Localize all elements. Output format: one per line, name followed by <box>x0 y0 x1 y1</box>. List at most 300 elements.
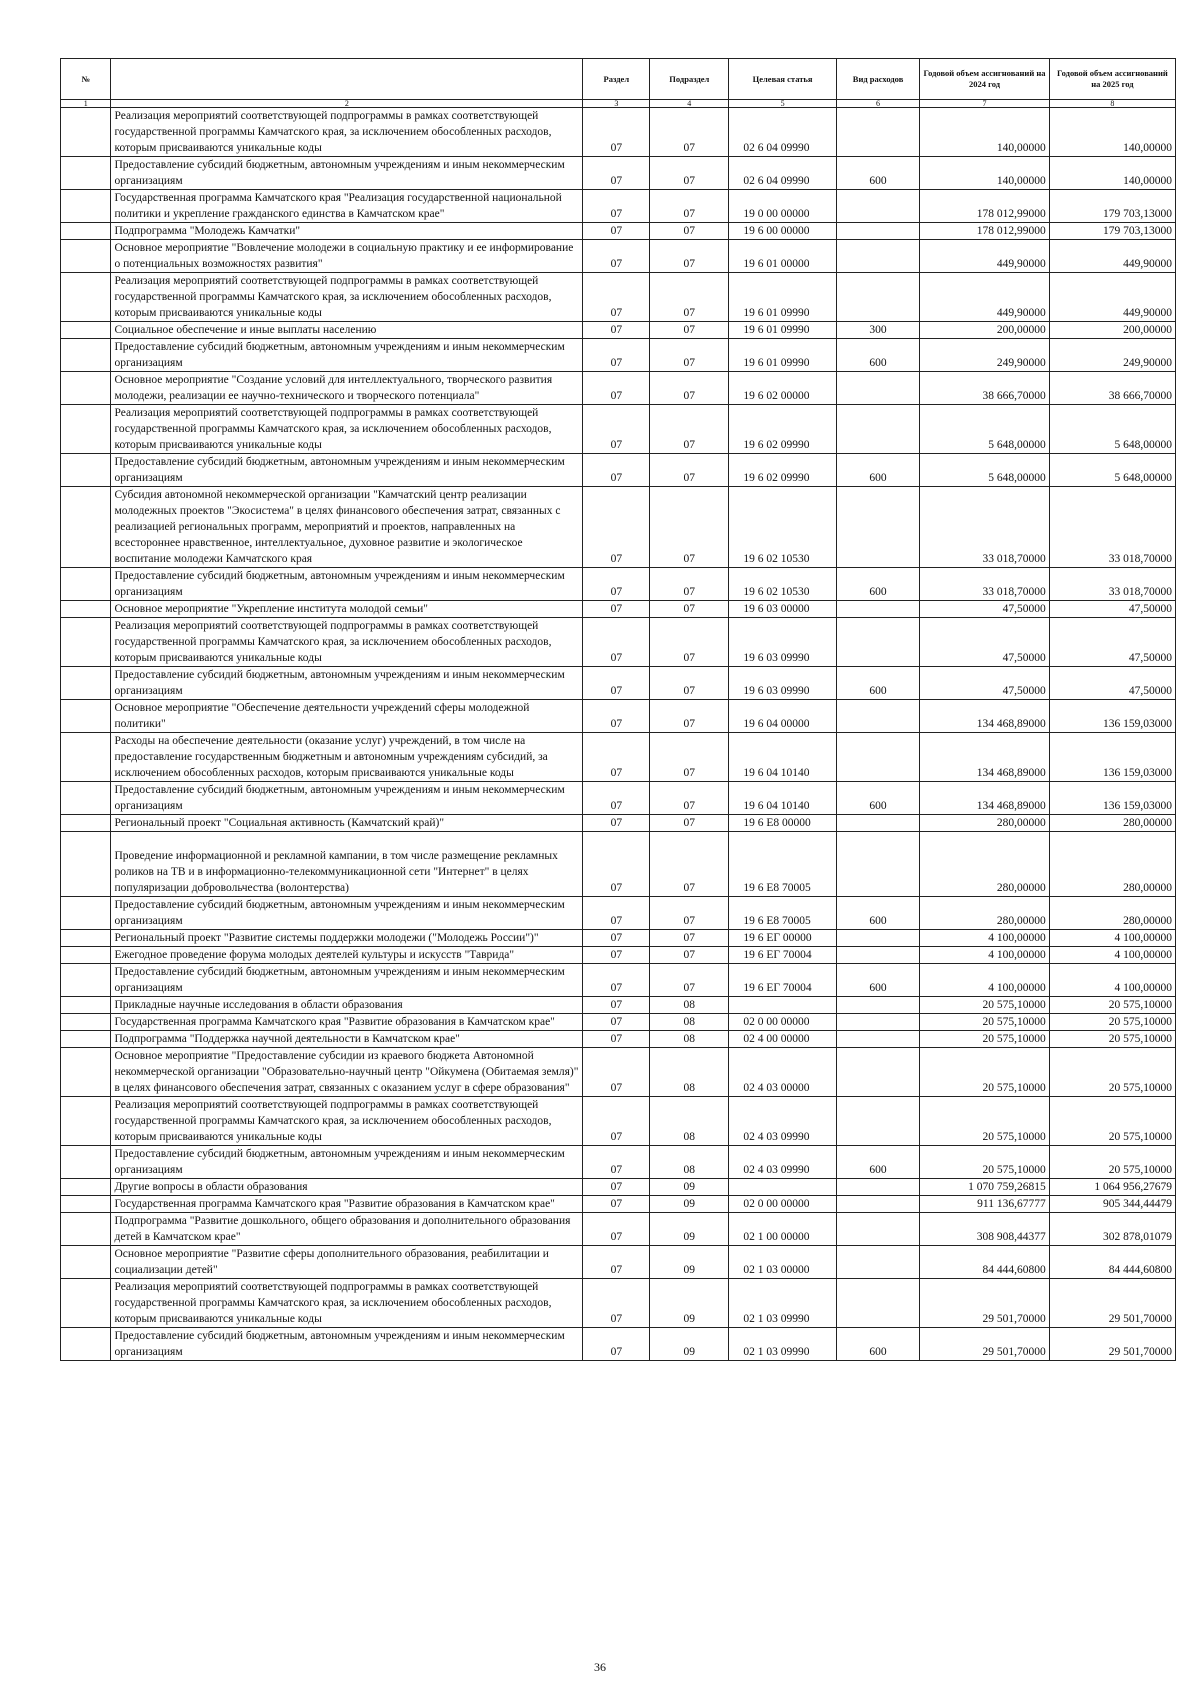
header-year-2024: Годовой объем ассигнований на 2024 год <box>920 59 1049 100</box>
row-number-cell <box>61 372 111 405</box>
amount-2024-cell: 134 468,89000 <box>920 782 1049 815</box>
subsection-code-cell: 07 <box>650 700 729 733</box>
target-article-cell: 19 6 03 09990 <box>729 618 837 667</box>
subsection-code-cell: 09 <box>650 1179 729 1196</box>
target-article-cell: 19 6 02 00000 <box>729 372 837 405</box>
subsection-code-cell: 07 <box>650 339 729 372</box>
header-subsection: Подраздел <box>650 59 729 100</box>
amount-2025-cell: 5 648,00000 <box>1049 454 1175 487</box>
target-article-cell: 02 4 03 09990 <box>729 1097 837 1146</box>
subsection-code-cell: 07 <box>650 947 729 964</box>
table-row <box>61 618 1176 667</box>
amount-2025-cell: 47,50000 <box>1049 601 1175 618</box>
column-index: 3 <box>583 100 650 108</box>
amount-2025-cell: 84 444,60800 <box>1049 1246 1175 1279</box>
row-number-cell <box>61 1246 111 1279</box>
column-index: 5 <box>729 100 837 108</box>
expense-kind-cell <box>836 1014 919 1031</box>
table-row <box>61 997 1176 1014</box>
subsection-code-cell: 07 <box>650 108 729 157</box>
target-article-cell: 19 6 01 09990 <box>729 273 837 322</box>
amount-2025-cell: 905 344,44479 <box>1049 1196 1175 1213</box>
expense-kind-cell: 600 <box>836 339 919 372</box>
amount-2024-cell: 249,90000 <box>920 339 1049 372</box>
section-code-cell: 07 <box>583 601 650 618</box>
row-number-cell <box>61 405 111 454</box>
section-code-cell: 07 <box>583 322 650 339</box>
expense-kind-cell <box>836 930 919 947</box>
row-number-cell <box>61 815 111 832</box>
amount-2024-cell: 5 648,00000 <box>920 405 1049 454</box>
amount-2024-cell: 20 575,10000 <box>920 1031 1049 1048</box>
amount-2025-cell: 449,90000 <box>1049 240 1175 273</box>
item-name-cell: Реализация мероприятий соответствующей подпрограммы в рамках соответствующей государственной программы Камчатского края, за исключением обособленных расходов, которым присваиваются уникальные коды <box>111 1279 583 1328</box>
header-name <box>111 59 583 100</box>
amount-2025-cell: 29 501,70000 <box>1049 1328 1175 1361</box>
target-article-cell: 19 6 04 10140 <box>729 782 837 815</box>
subsection-code-cell: 07 <box>650 454 729 487</box>
section-code-cell: 07 <box>583 1328 650 1361</box>
amount-2024-cell: 200,00000 <box>920 322 1049 339</box>
section-code-cell: 07 <box>583 273 650 322</box>
amount-2025-cell: 29 501,70000 <box>1049 1279 1175 1328</box>
amount-2025-cell: 249,90000 <box>1049 339 1175 372</box>
item-name-cell: Региональный проект "Социальная активность (Камчатский край)" <box>111 815 583 832</box>
table-row <box>61 930 1176 947</box>
header-target-article: Целевая статья <box>729 59 837 100</box>
amount-2024-cell: 20 575,10000 <box>920 1146 1049 1179</box>
budget-table-page <box>60 58 1176 1361</box>
expense-kind-cell <box>836 733 919 782</box>
amount-2024-cell: 29 501,70000 <box>920 1328 1049 1361</box>
table-row <box>61 273 1176 322</box>
subsection-code-cell: 09 <box>650 1213 729 1246</box>
expense-kind-cell <box>836 108 919 157</box>
section-code-cell: 07 <box>583 1213 650 1246</box>
amount-2024-cell: 449,90000 <box>920 240 1049 273</box>
amount-2024-cell: 134 468,89000 <box>920 700 1049 733</box>
expense-kind-cell <box>836 1196 919 1213</box>
row-number-cell <box>61 832 111 897</box>
amount-2025-cell: 38 666,70000 <box>1049 372 1175 405</box>
subsection-code-cell: 07 <box>650 240 729 273</box>
column-index: 1 <box>61 100 111 108</box>
section-code-cell: 07 <box>583 618 650 667</box>
target-article-cell: 19 6 02 09990 <box>729 454 837 487</box>
item-name-cell: Основное мероприятие "Создание условий для интеллектуального, творческого развития молодежи, реализации ее научно-технического и творческого потенциала" <box>111 372 583 405</box>
amount-2024-cell: 308 908,44377 <box>920 1213 1049 1246</box>
target-article-cell: 19 6 04 00000 <box>729 700 837 733</box>
row-number-cell <box>61 568 111 601</box>
amount-2025-cell: 47,50000 <box>1049 618 1175 667</box>
header-section: Раздел <box>583 59 650 100</box>
section-code-cell: 07 <box>583 815 650 832</box>
item-name-cell: Подпрограмма "Молодежь Камчатки" <box>111 223 583 240</box>
row-number-cell <box>61 930 111 947</box>
section-code-cell: 07 <box>583 782 650 815</box>
table-row <box>61 1146 1176 1179</box>
item-name-cell: Предоставление субсидий бюджетным, автономным учреждениям и иным некоммерческим организациям <box>111 667 583 700</box>
item-name-cell: Реализация мероприятий соответствующей подпрограммы в рамках соответствующей государственной программы Камчатского края, за исключением обособленных расходов, которым присваиваются уникальные коды <box>111 108 583 157</box>
row-number-cell <box>61 1179 111 1196</box>
amount-2025-cell: 5 648,00000 <box>1049 405 1175 454</box>
row-number-cell <box>61 1279 111 1328</box>
table-row <box>61 223 1176 240</box>
amount-2025-cell: 179 703,13000 <box>1049 190 1175 223</box>
amount-2024-cell: 20 575,10000 <box>920 1014 1049 1031</box>
table-body <box>61 108 1176 1361</box>
subsection-code-cell: 07 <box>650 930 729 947</box>
table-row <box>61 782 1176 815</box>
expense-kind-cell <box>836 1097 919 1146</box>
column-index: 7 <box>920 100 1049 108</box>
expense-kind-cell <box>836 618 919 667</box>
amount-2024-cell: 4 100,00000 <box>920 930 1049 947</box>
amount-2024-cell: 911 136,67777 <box>920 1196 1049 1213</box>
column-index: 4 <box>650 100 729 108</box>
amount-2025-cell: 302 878,01079 <box>1049 1213 1175 1246</box>
target-article-cell: 19 6 03 00000 <box>729 601 837 618</box>
target-article-cell: 02 1 03 09990 <box>729 1279 837 1328</box>
expense-kind-cell: 600 <box>836 667 919 700</box>
table-row <box>61 1328 1176 1361</box>
target-article-cell: 19 6 02 10530 <box>729 487 837 568</box>
target-article-cell: 19 6 E8 00000 <box>729 815 837 832</box>
expense-kind-cell <box>836 273 919 322</box>
amount-2024-cell: 33 018,70000 <box>920 568 1049 601</box>
section-code-cell: 07 <box>583 108 650 157</box>
row-number-cell <box>61 618 111 667</box>
target-article-cell: 02 1 03 00000 <box>729 1246 837 1279</box>
row-number-cell <box>61 897 111 930</box>
row-number-cell <box>61 997 111 1014</box>
subsection-code-cell: 07 <box>650 568 729 601</box>
item-name-cell: Государственная программа Камчатского края "Реализация государственной национальной политики и укрепление гражданского единства в Камчатском крае" <box>111 190 583 223</box>
amount-2024-cell: 20 575,10000 <box>920 1097 1049 1146</box>
table-row <box>61 322 1176 339</box>
subsection-code-cell: 07 <box>650 405 729 454</box>
section-code-cell: 07 <box>583 568 650 601</box>
section-code-cell: 07 <box>583 1146 650 1179</box>
amount-2025-cell: 200,00000 <box>1049 322 1175 339</box>
amount-2025-cell: 4 100,00000 <box>1049 964 1175 997</box>
amount-2024-cell: 4 100,00000 <box>920 964 1049 997</box>
section-code-cell: 07 <box>583 1014 650 1031</box>
item-name-cell: Подпрограмма "Развитие дошкольного, общего образования и дополнительного образования детей в Камчатском крае" <box>111 1213 583 1246</box>
target-article-cell: 19 6 EГ 70004 <box>729 947 837 964</box>
section-code-cell: 07 <box>583 964 650 997</box>
expense-kind-cell <box>836 832 919 897</box>
row-number-cell <box>61 487 111 568</box>
amount-2025-cell: 47,50000 <box>1049 667 1175 700</box>
row-number-cell <box>61 1048 111 1097</box>
target-article-cell: 02 6 04 09990 <box>729 108 837 157</box>
subsection-code-cell: 09 <box>650 1279 729 1328</box>
amount-2024-cell: 178 012,99000 <box>920 190 1049 223</box>
section-code-cell: 07 <box>583 240 650 273</box>
subsection-code-cell: 08 <box>650 1031 729 1048</box>
target-article-cell: 02 6 04 09990 <box>729 157 837 190</box>
item-name-cell: Основное мероприятие "Предоставление субсидии из краевого бюджета Автономной некоммерческой организации "Образовательно-научный центр "Ойкумена (Обитаемая земля)" в целях финансового обеспечения затрат, связанных с оказанием услуг в сфере образования" <box>111 1048 583 1097</box>
section-code-cell: 07 <box>583 223 650 240</box>
expense-kind-cell <box>836 1213 919 1246</box>
amount-2025-cell: 1 064 956,27679 <box>1049 1179 1175 1196</box>
amount-2025-cell: 33 018,70000 <box>1049 568 1175 601</box>
item-name-cell: Другие вопросы в области образования <box>111 1179 583 1196</box>
header-number: № <box>61 59 111 100</box>
amount-2025-cell: 33 018,70000 <box>1049 487 1175 568</box>
item-name-cell: Предоставление субсидий бюджетным, автономным учреждениям и иным некоммерческим организациям <box>111 897 583 930</box>
row-number-cell <box>61 190 111 223</box>
row-number-cell <box>61 782 111 815</box>
amount-2025-cell: 140,00000 <box>1049 157 1175 190</box>
table-row <box>61 568 1176 601</box>
item-name-cell: Социальное обеспечение и иные выплаты населению <box>111 322 583 339</box>
target-article-cell: 02 1 03 09990 <box>729 1328 837 1361</box>
amount-2024-cell: 280,00000 <box>920 897 1049 930</box>
subsection-code-cell: 07 <box>650 372 729 405</box>
subsection-code-cell: 08 <box>650 1146 729 1179</box>
section-code-cell: 07 <box>583 1196 650 1213</box>
subsection-code-cell: 07 <box>650 487 729 568</box>
table-row <box>61 1179 1176 1196</box>
row-number-cell <box>61 947 111 964</box>
expense-kind-cell: 600 <box>836 1328 919 1361</box>
row-number-cell <box>61 964 111 997</box>
target-article-cell: 02 4 03 00000 <box>729 1048 837 1097</box>
amount-2025-cell: 280,00000 <box>1049 897 1175 930</box>
section-code-cell: 07 <box>583 897 650 930</box>
target-article-cell: 19 6 02 10530 <box>729 568 837 601</box>
item-name-cell: Реализация мероприятий соответствующей подпрограммы в рамках соответствующей государственной программы Камчатского края, за исключением обособленных расходов, которым присваиваются уникальные коды <box>111 273 583 322</box>
subsection-code-cell: 07 <box>650 190 729 223</box>
amount-2025-cell: 136 159,03000 <box>1049 782 1175 815</box>
subsection-code-cell: 08 <box>650 997 729 1014</box>
item-name-cell: Государственная программа Камчатского края "Развитие образования в Камчатском крае" <box>111 1014 583 1031</box>
expense-kind-cell: 600 <box>836 1146 919 1179</box>
expense-kind-cell <box>836 947 919 964</box>
amount-2024-cell: 1 070 759,26815 <box>920 1179 1049 1196</box>
subsection-code-cell: 07 <box>650 601 729 618</box>
header-row <box>61 59 1176 100</box>
expense-kind-cell <box>836 700 919 733</box>
item-name-cell: Ежегодное проведение форума молодых деятелей культуры и искусств "Таврида" <box>111 947 583 964</box>
table-row <box>61 108 1176 157</box>
amount-2025-cell: 140,00000 <box>1049 108 1175 157</box>
column-index: 8 <box>1049 100 1175 108</box>
expense-kind-cell <box>836 997 919 1014</box>
amount-2025-cell: 449,90000 <box>1049 273 1175 322</box>
column-index: 2 <box>111 100 583 108</box>
item-name-cell: Расходы на обеспечение деятельности (оказание услуг) учреждений, в том числе на предоставление государственным бюджетным и автономным учреждениям субсидий, за исключением обособленных расходов, которым присваиваются уникальные коды <box>111 733 583 782</box>
item-name-cell: Предоставление субсидий бюджетным, автономным учреждениям и иным некоммерческим организациям <box>111 339 583 372</box>
row-number-cell <box>61 1213 111 1246</box>
section-code-cell: 07 <box>583 1279 650 1328</box>
target-article-cell: 19 6 01 09990 <box>729 339 837 372</box>
subsection-code-cell: 07 <box>650 832 729 897</box>
section-code-cell: 07 <box>583 733 650 782</box>
table-row <box>61 1246 1176 1279</box>
section-code-cell: 07 <box>583 947 650 964</box>
amount-2024-cell: 4 100,00000 <box>920 947 1049 964</box>
table-row <box>61 487 1176 568</box>
target-article-cell: 02 0 00 00000 <box>729 1196 837 1213</box>
expense-kind-cell <box>836 1048 919 1097</box>
amount-2025-cell: 280,00000 <box>1049 815 1175 832</box>
amount-2025-cell: 4 100,00000 <box>1049 947 1175 964</box>
subsection-code-cell: 07 <box>650 667 729 700</box>
expense-kind-cell <box>836 1279 919 1328</box>
target-article-cell: 02 4 03 09990 <box>729 1146 837 1179</box>
column-index-row <box>61 100 1176 108</box>
row-number-cell <box>61 1328 111 1361</box>
item-name-cell: Реализация мероприятий соответствующей подпрограммы в рамках соответствующей государственной программы Камчатского края, за исключением обособленных расходов, которым присваиваются уникальные коды <box>111 1097 583 1146</box>
table-row <box>61 190 1176 223</box>
amount-2024-cell: 449,90000 <box>920 273 1049 322</box>
target-article-cell <box>729 1179 837 1196</box>
expense-kind-cell: 600 <box>836 157 919 190</box>
item-name-cell: Предоставление субсидий бюджетным, автономным учреждениям и иным некоммерческим организациям <box>111 782 583 815</box>
budget-table <box>60 58 1176 1361</box>
row-number-cell <box>61 1097 111 1146</box>
item-name-cell: Предоставление субсидий бюджетным, автономным учреждениям и иным некоммерческим организациям <box>111 1146 583 1179</box>
target-article-cell: 02 4 00 00000 <box>729 1031 837 1048</box>
expense-kind-cell: 600 <box>836 897 919 930</box>
table-row <box>61 1031 1176 1048</box>
expense-kind-cell: 300 <box>836 322 919 339</box>
item-name-cell: Субсидия автономной некоммерческой организации "Камчатский центр реализации молодежных проектов "Экосистема" в целях финансового обеспечения затрат, связанных с реализацией региональных программ, мероприятий и проектов, направленных на всестороннее нравственное, интеллектуальное, духовное развитие и экологическое воспитание молодежи Камчатского края <box>111 487 583 568</box>
subsection-code-cell: 07 <box>650 782 729 815</box>
subsection-code-cell: 07 <box>650 223 729 240</box>
row-number-cell <box>61 454 111 487</box>
amount-2024-cell: 38 666,70000 <box>920 372 1049 405</box>
expense-kind-cell <box>836 240 919 273</box>
target-article-cell: 02 1 00 00000 <box>729 1213 837 1246</box>
expense-kind-cell <box>836 487 919 568</box>
table-row <box>61 372 1176 405</box>
table-row <box>61 733 1176 782</box>
target-article-cell: 19 6 EГ 00000 <box>729 930 837 947</box>
table-row <box>61 1213 1176 1246</box>
item-name-cell: Реализация мероприятий соответствующей подпрограммы в рамках соответствующей государственной программы Камчатского края, за исключением обособленных расходов, которым присваиваются уникальные коды <box>111 618 583 667</box>
subsection-code-cell: 07 <box>650 273 729 322</box>
amount-2025-cell: 20 575,10000 <box>1049 1014 1175 1031</box>
section-code-cell: 07 <box>583 454 650 487</box>
target-article-cell: 19 6 EГ 70004 <box>729 964 837 997</box>
expense-kind-cell: 600 <box>836 964 919 997</box>
section-code-cell: 07 <box>583 405 650 454</box>
table-row <box>61 1048 1176 1097</box>
amount-2025-cell: 20 575,10000 <box>1049 1097 1175 1146</box>
expense-kind-cell <box>836 405 919 454</box>
section-code-cell: 07 <box>583 930 650 947</box>
row-number-cell <box>61 700 111 733</box>
expense-kind-cell <box>836 372 919 405</box>
table-row <box>61 667 1176 700</box>
table-row <box>61 815 1176 832</box>
target-article-cell: 19 6 01 09990 <box>729 322 837 339</box>
table-row <box>61 601 1176 618</box>
target-article-cell: 02 0 00 00000 <box>729 1014 837 1031</box>
subsection-code-cell: 07 <box>650 157 729 190</box>
row-number-cell <box>61 1146 111 1179</box>
item-name-cell: Предоставление субсидий бюджетным, автономным учреждениям и иным некоммерческим организациям <box>111 454 583 487</box>
section-code-cell: 07 <box>583 1048 650 1097</box>
row-number-cell <box>61 1014 111 1031</box>
subsection-code-cell: 08 <box>650 1048 729 1097</box>
target-article-cell: 19 6 E8 70005 <box>729 897 837 930</box>
table-row <box>61 405 1176 454</box>
amount-2025-cell: 4 100,00000 <box>1049 930 1175 947</box>
section-code-cell: 07 <box>583 157 650 190</box>
expense-kind-cell <box>836 190 919 223</box>
header-expense-kind: Вид расходов <box>836 59 919 100</box>
item-name-cell: Предоставление субсидий бюджетным, автономным учреждениям и иным некоммерческим организациям <box>111 1328 583 1361</box>
section-code-cell: 07 <box>583 1179 650 1196</box>
amount-2024-cell: 47,50000 <box>920 667 1049 700</box>
target-article-cell: 19 0 00 00000 <box>729 190 837 223</box>
item-name-cell: Основное мероприятие "Обеспечение деятельности учреждений сферы молодежной политики" <box>111 700 583 733</box>
section-code-cell: 07 <box>583 832 650 897</box>
expense-kind-cell: 600 <box>836 454 919 487</box>
amount-2025-cell: 20 575,10000 <box>1049 997 1175 1014</box>
target-article-cell: 19 6 04 10140 <box>729 733 837 782</box>
item-name-cell: Предоставление субсидий бюджетным, автономным учреждениям и иным некоммерческим организациям <box>111 157 583 190</box>
row-number-cell <box>61 339 111 372</box>
item-name-cell: Подпрограмма "Поддержка научной деятельности в Камчатском крае" <box>111 1031 583 1048</box>
subsection-code-cell: 07 <box>650 733 729 782</box>
table-row <box>61 1097 1176 1146</box>
row-number-cell <box>61 601 111 618</box>
row-number-cell <box>61 667 111 700</box>
amount-2024-cell: 5 648,00000 <box>920 454 1049 487</box>
column-index: 6 <box>836 100 919 108</box>
amount-2024-cell: 47,50000 <box>920 601 1049 618</box>
target-article-cell <box>729 997 837 1014</box>
item-name-cell: Предоставление субсидий бюджетным, автономным учреждениям и иным некоммерческим организациям <box>111 568 583 601</box>
expense-kind-cell <box>836 815 919 832</box>
table-row <box>61 339 1176 372</box>
section-code-cell: 07 <box>583 1031 650 1048</box>
amount-2024-cell: 140,00000 <box>920 157 1049 190</box>
expense-kind-cell: 600 <box>836 568 919 601</box>
subsection-code-cell: 09 <box>650 1328 729 1361</box>
table-row <box>61 1196 1176 1213</box>
section-code-cell: 07 <box>583 487 650 568</box>
subsection-code-cell: 07 <box>650 322 729 339</box>
subsection-code-cell: 09 <box>650 1246 729 1279</box>
amount-2024-cell: 84 444,60800 <box>920 1246 1049 1279</box>
target-article-cell: 19 6 01 00000 <box>729 240 837 273</box>
table-row <box>61 240 1176 273</box>
amount-2024-cell: 47,50000 <box>920 618 1049 667</box>
item-name-cell: Региональный проект "Развитие системы поддержки молодежи ("Молодежь России")" <box>111 930 583 947</box>
amount-2024-cell: 20 575,10000 <box>920 1048 1049 1097</box>
item-name-cell: Предоставление субсидий бюджетным, автономным учреждениям и иным некоммерческим организациям <box>111 964 583 997</box>
amount-2025-cell: 20 575,10000 <box>1049 1031 1175 1048</box>
amount-2025-cell: 20 575,10000 <box>1049 1146 1175 1179</box>
row-number-cell <box>61 223 111 240</box>
target-article-cell: 19 6 00 00000 <box>729 223 837 240</box>
row-number-cell <box>61 157 111 190</box>
header-year-2025: Годовой объем ассигнований на 2025 год <box>1049 59 1175 100</box>
item-name-cell: Проведение информационной и рекламной кампании, в том числе размещение рекламных роликов на ТВ и в информационно-телекоммуникационной сети "Интернет" в целях популяризации добровольчества (волонтерства) <box>111 832 583 897</box>
item-name-cell: Основное мероприятие "Развитие сферы дополнительного образования, реабилитации и социализации детей" <box>111 1246 583 1279</box>
table-row <box>61 454 1176 487</box>
section-code-cell: 07 <box>583 700 650 733</box>
row-number-cell <box>61 733 111 782</box>
table-row <box>61 947 1176 964</box>
